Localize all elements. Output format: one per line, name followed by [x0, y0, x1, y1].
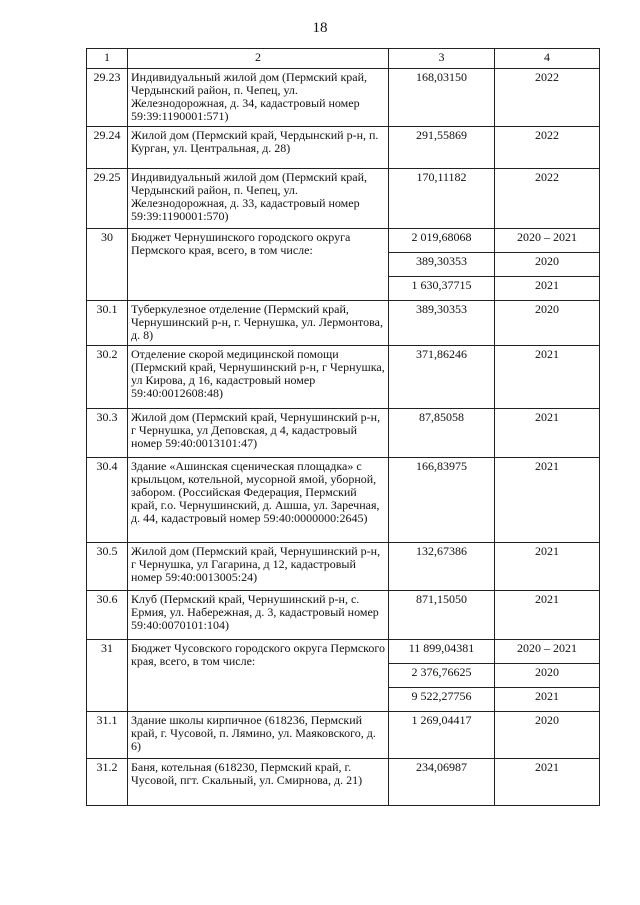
row-number: 30.4: [87, 458, 128, 543]
row-number: 30.2: [87, 346, 128, 409]
row-year: 2021: [495, 277, 600, 301]
row-year: 2020 – 2021: [495, 229, 600, 253]
row-year: 2021: [495, 346, 600, 409]
row-number: 31.1: [87, 712, 128, 759]
table-row: [87, 409, 600, 458]
row-year: 2021: [495, 409, 600, 458]
header-col-4: 4: [495, 49, 600, 69]
row-year: 2020 – 2021: [495, 640, 600, 664]
row-amount: 389,30353: [389, 253, 495, 277]
row-number: 29.23: [87, 69, 128, 127]
table-row: [87, 229, 600, 253]
row-year: 2022: [495, 169, 600, 229]
row-amount: 2 019,68068: [389, 229, 495, 253]
row-year: 2021: [495, 759, 600, 806]
row-amount: 132,67386: [389, 543, 495, 591]
table-row: [87, 543, 600, 591]
row-number: 30.1: [87, 301, 128, 346]
row-number: 30: [87, 229, 128, 301]
budget-table: [86, 48, 600, 806]
row-amount: 170,11182: [389, 169, 495, 229]
row-amount: 1 630,37715: [389, 277, 495, 301]
table-row: [87, 301, 600, 346]
row-number: 30.6: [87, 591, 128, 640]
table-row: [87, 640, 600, 664]
header-col-3: 3: [389, 49, 495, 69]
header-col-1: 1: [87, 49, 128, 69]
row-year: 2022: [495, 69, 600, 127]
table-header-row: [87, 49, 600, 69]
row-amount: 166,83975: [389, 458, 495, 543]
row-year: 2020: [495, 253, 600, 277]
row-year: 2020: [495, 301, 600, 346]
row-description: Здание «Ашинская сценическая площадка» с крыльцом, котельной, мусорной ямой, уборной, забором. (Российская Федерация, Пермский край, г.о. Чернушинский, д. Ашша, ул. Заречная, д. 44, кадастровый номер 59:40:0000000:2645): [128, 458, 389, 543]
table-row: [87, 346, 600, 409]
row-description: Отделение скорой медицинской помощи (Пермский край, Чернушинский р-н, г Чернушка, ул Кирова, д 16, кадастровый номер 59:40:0012608:48): [128, 346, 389, 409]
table-row: [87, 591, 600, 640]
row-description: Бюджет Чернушинского городского округа Пермского края, всего, в том числе:: [128, 229, 389, 301]
row-description: Здание школы кирпичное (618236, Пермский край, г. Чусовой, п. Лямино, ул. Маяковского, д. 6): [128, 712, 389, 759]
row-description: Клуб (Пермский край, Чернушинский р-н, с. Ермия, ул. Набережная, д. 3, кадастровый номер 59:40:0070101:104): [128, 591, 389, 640]
table-row: [87, 127, 600, 169]
row-number: 29.25: [87, 169, 128, 229]
header-col-2: 2: [128, 49, 389, 69]
row-description: Индивидуальный жилой дом (Пермский край, Чердынский район, п. Чепец, ул. Железнодорожная, д. 33, кадастровый номер 59:39:1190001:570): [128, 169, 389, 229]
row-amount: 1 269,04417: [389, 712, 495, 759]
row-amount: 234,06987: [389, 759, 495, 806]
page-number: 18: [312, 20, 328, 36]
row-year: 2021: [495, 458, 600, 543]
row-amount: 371,86246: [389, 346, 495, 409]
row-number: 31: [87, 640, 128, 712]
row-amount: 871,15050: [389, 591, 495, 640]
row-amount: 11 899,04381: [389, 640, 495, 664]
row-year: 2021: [495, 688, 600, 712]
table-row: [87, 458, 600, 543]
table-row: [87, 169, 600, 229]
row-amount: 168,03150: [389, 69, 495, 127]
row-year: 2022: [495, 127, 600, 169]
row-description: Туберкулезное отделение (Пермский край, Чернушинский р-н, г. Чернушка, ул. Лермонтова, д. 8): [128, 301, 389, 346]
row-amount: 291,55869: [389, 127, 495, 169]
row-description: Баня, котельная (618230, Пермский край, г. Чусовой, пгт. Скальный, ул. Смирнова, д. 21): [128, 759, 389, 806]
row-description: Жилой дом (Пермский край, Чернушинский р-н, г Чернушка, ул Деповская, д 4, кадастровый номер 59:40:0013101:47): [128, 409, 389, 458]
row-year: 2021: [495, 543, 600, 591]
row-description: Бюджет Чусовского городского округа Пермского края, всего, в том числе:: [128, 640, 389, 712]
row-amount: 2 376,76625: [389, 664, 495, 688]
row-description: Жилой дом (Пермский край, Чердынский р-н, п. Курган, ул. Центральная, д. 28): [128, 127, 389, 169]
row-number: 31.2: [87, 759, 128, 806]
table-row: [87, 712, 600, 759]
row-amount: 389,30353: [389, 301, 495, 346]
row-number: 29.24: [87, 127, 128, 169]
table-row: [87, 69, 600, 127]
row-description: Индивидуальный жилой дом (Пермский край, Чердынский район, п. Чепец, ул. Железнодорожная, д. 34, кадастровый номер 59:39:1190001:571): [128, 69, 389, 127]
row-amount: 9 522,27756: [389, 688, 495, 712]
row-year: 2020: [495, 712, 600, 759]
row-year: 2021: [495, 591, 600, 640]
row-number: 30.3: [87, 409, 128, 458]
row-number: 30.5: [87, 543, 128, 591]
row-description: Жилой дом (Пермский край, Чернушинский р-н, г Чернушка, ул Гагарина, д 12, кадастровый номер 59:40:0013005:24): [128, 543, 389, 591]
row-amount: 87,85058: [389, 409, 495, 458]
row-year: 2020: [495, 664, 600, 688]
table-row: [87, 759, 600, 806]
